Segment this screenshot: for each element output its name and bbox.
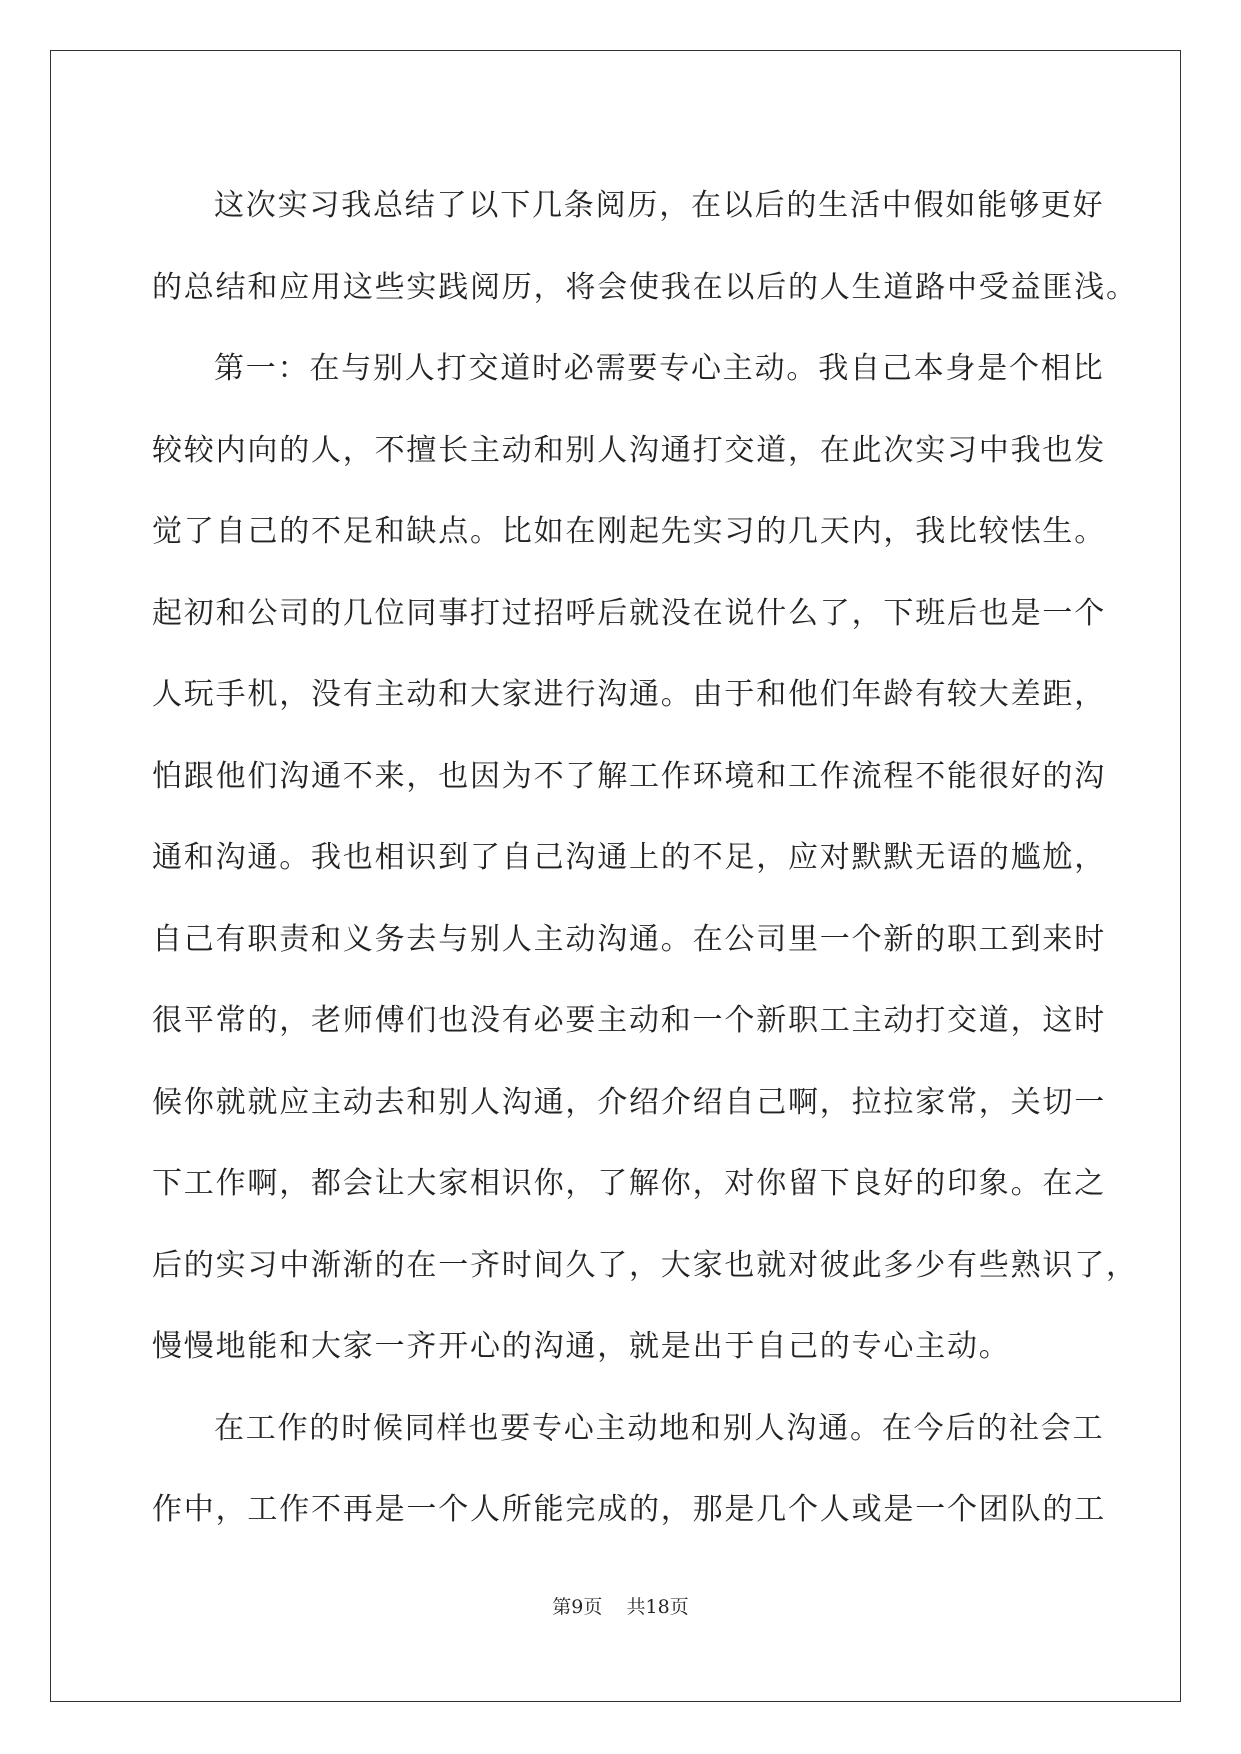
text-line: 较较内向的人，不擅长主动和别人沟通打交道，在此次实习中我也发	[152, 432, 1106, 468]
text-line: 后的实习中渐渐的在一齐时间久了，大家也就对彼此多少有些熟识了，	[152, 1247, 1138, 1283]
text-line: 候你就就应主动去和别人沟通，介绍介绍自己啊，拉拉家常，关切一	[152, 1084, 1106, 1120]
text-line: 下工作啊，都会让大家相识你，了解你，对你留下良好的印象。在之	[152, 1166, 1106, 1201]
text-line: 在工作的时候同样也要专心主动地和别人沟通。在今后的社会工	[214, 1410, 1105, 1446]
page-number: 9	[571, 1596, 584, 1618]
text-line: 第一：在与别人打交道时必需要专心主动。我自己本身是个相比	[214, 351, 1105, 386]
text-line: 很平常的，老师傅们也没有必要主动和一个新职工主动打交道，这时	[152, 1003, 1106, 1038]
text-line: 自己有职责和义务去与别人主动沟通。在公司里一个新的职工到来时	[152, 921, 1106, 957]
text-line: 的总结和应用这些实践阅历，将会使我在以后的人生道路中受益匪浅。	[152, 269, 1138, 305]
page-suffix: 页	[583, 1596, 603, 1618]
text-line: 觉了自己的不足和缺点。比如在刚起先实习的几天内，我比较怯生。	[152, 514, 1106, 549]
text-line: 怕跟他们沟通不来，也因为不了解工作环境和工作流程不能很好的沟	[152, 758, 1106, 794]
text-line: 这次实习我总结了以下几条阅历，在以后的生活中假如能够更好	[214, 188, 1105, 223]
text-line: 作中，工作不再是一个人所能完成的，那是几个人或是一个团队的工	[152, 1492, 1106, 1527]
document-body	[152, 165, 1138, 1551]
text-line: 慢慢地能和大家一齐开心的沟通，就是出于自己的专心主动。	[152, 1329, 1011, 1364]
text-line: 人玩手机，没有主动和大家进行沟通。由于和他们年龄有较大差距，	[152, 677, 1106, 712]
text-line: 起初和公司的几位同事打过招呼后就没在说什么了，下班后也是一个	[152, 595, 1106, 631]
page-prefix: 第	[552, 1596, 572, 1618]
total-prefix: 共	[626, 1596, 646, 1618]
total-pages: 18	[645, 1596, 670, 1618]
page-footer	[0, 1592, 1241, 1619]
text-line: 通和沟通。我也相识到了自己沟通上的不足，应对默默无语的尴尬，	[152, 840, 1106, 875]
total-suffix: 页	[669, 1596, 689, 1618]
